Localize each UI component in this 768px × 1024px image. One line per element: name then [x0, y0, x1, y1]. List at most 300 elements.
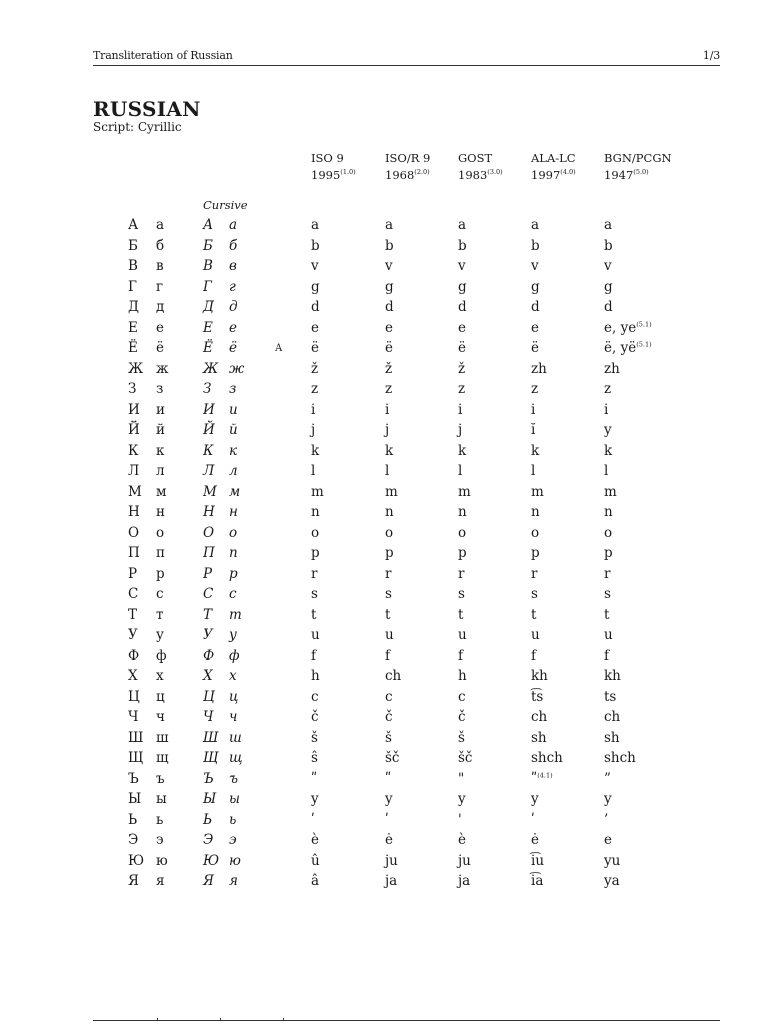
table-row	[0, 545, 768, 566]
cyrillic-upper	[128, 607, 137, 623]
isor9-value-text: n	[385, 504, 394, 520]
gost-value-text: j	[458, 422, 463, 438]
ala-lc-value-text: ė	[531, 832, 539, 848]
cyrillic-upper	[128, 812, 137, 828]
table-row	[0, 443, 768, 464]
bgn-pcgn-value-text: t	[604, 606, 610, 623]
bgn-pcgn-value	[604, 279, 613, 295]
cyrillic-upper	[128, 463, 139, 479]
isor9-value	[385, 627, 394, 643]
isor9-value	[385, 463, 389, 479]
cyrillic-upper-text: П	[128, 545, 140, 561]
cursive-upper-text: Р	[203, 565, 213, 582]
gost-value	[458, 586, 465, 602]
cursive-lower	[229, 689, 238, 705]
bgn-pcgn-value	[604, 402, 608, 418]
iso9-value-text: ʺ	[311, 770, 318, 787]
iso9-value	[311, 648, 316, 664]
isor9-value-text: c	[385, 688, 393, 705]
table-row	[0, 258, 768, 279]
gost-value-text: b	[458, 237, 467, 254]
gost-value	[458, 279, 467, 295]
iso9-value	[311, 853, 320, 869]
gost-value-text: r	[458, 565, 465, 582]
ala-lc-value	[531, 320, 539, 336]
cyrillic-upper-text: Т	[128, 606, 138, 623]
cursive-upper	[203, 832, 213, 848]
cursive-upper-text: Э	[203, 832, 214, 848]
isor9-value-text: t	[385, 606, 391, 623]
cyrillic-upper	[128, 627, 138, 643]
cursive-upper-text: Я	[203, 873, 214, 889]
cursive-upper	[203, 709, 213, 725]
cursive-upper-text: Г	[203, 278, 212, 295]
bgn-pcgn-value	[604, 340, 652, 356]
ala-lc-value	[531, 422, 535, 438]
cyrillic-upper-text: К	[128, 442, 139, 459]
ala-lc-value-text: u	[531, 627, 540, 643]
ala-lc-value-text: b	[531, 237, 540, 254]
table-row	[0, 689, 768, 710]
cursive-upper-text: Ъ	[203, 770, 214, 787]
gost-value	[458, 340, 466, 356]
cyrillic-upper	[128, 299, 139, 315]
isor9-value	[385, 525, 393, 541]
table-row	[0, 812, 768, 833]
gost-value-text: y	[458, 791, 466, 807]
isor9-value-text: ė	[385, 832, 393, 848]
gost-value-text: h	[458, 668, 467, 684]
bgn-pcgn-value-text: ya	[604, 873, 620, 889]
cyrillic-upper-text: Ъ	[128, 770, 139, 787]
cyrillic-upper	[128, 853, 144, 869]
gost-value	[458, 361, 465, 377]
cursive-upper	[203, 648, 214, 664]
isor9-value-text: u	[385, 627, 394, 643]
ala-lc-value	[531, 791, 539, 807]
cyrillic-upper	[128, 525, 139, 541]
gost-value	[458, 545, 467, 561]
footer-tick	[157, 1018, 158, 1021]
table-row	[0, 709, 768, 730]
iso9-value-text: k	[311, 442, 320, 459]
cursive-lower	[229, 791, 240, 807]
table-row	[0, 299, 768, 320]
cursive-upper-text: Т	[203, 606, 213, 623]
cyrillic-upper	[128, 586, 138, 602]
cyrillic-lower	[156, 320, 164, 336]
cyrillic-lower	[156, 607, 163, 623]
table-row	[0, 217, 768, 238]
bgn-pcgn-value	[604, 443, 612, 459]
bgn-pcgn-value	[604, 791, 612, 807]
ala-lc-value-text: m	[531, 483, 544, 500]
gost-value	[458, 320, 466, 336]
bgn-pcgn-value-text: p	[604, 545, 613, 561]
cursive-lower	[229, 750, 243, 766]
cyrillic-upper	[128, 730, 143, 746]
column-name: GOST	[458, 151, 493, 165]
cursive-upper	[203, 873, 214, 889]
gost-value-text: f	[458, 647, 463, 664]
cyrillic-upper-text: Э	[128, 832, 139, 848]
bgn-pcgn-value-text: ”	[604, 770, 611, 787]
bgn-pcgn-value	[604, 648, 609, 664]
extra-mark-text: A	[275, 343, 283, 354]
cyrillic-upper-text: Д	[128, 299, 139, 315]
cursive-upper-text: Ф	[203, 647, 215, 664]
isor9-value	[385, 238, 394, 254]
isor9-value	[385, 853, 398, 869]
iso9-value-text: û	[311, 852, 320, 869]
gost-value-text: è	[458, 832, 466, 848]
cyrillic-lower	[156, 217, 164, 233]
column-name: ISO 9	[311, 151, 344, 165]
column-note: (1.0)	[340, 168, 356, 176]
gost-value-text: k	[458, 442, 467, 459]
cursive-upper	[203, 545, 215, 561]
bgn-pcgn-value-text: y	[604, 791, 612, 807]
iso9-value	[311, 771, 317, 787]
bgn-pcgn-value	[604, 525, 612, 541]
cursive-upper	[203, 812, 212, 828]
cursive-upper-text: Ь	[203, 811, 213, 828]
gost-value-text: e	[458, 319, 466, 336]
isor9-value	[385, 607, 390, 623]
cursive-lower-text: в	[229, 258, 237, 274]
cursive-upper	[203, 853, 219, 869]
gost-value	[458, 238, 467, 254]
bgn-pcgn-value	[604, 258, 612, 274]
cyrillic-lower-text: и	[156, 401, 165, 418]
cyrillic-upper	[128, 361, 143, 377]
isor9-value	[385, 750, 400, 766]
cyrillic-lower-text: ь	[156, 811, 164, 828]
cursive-lower-text: а	[229, 217, 238, 233]
bgn-pcgn-value-text: yu	[604, 852, 621, 869]
table-row	[0, 320, 768, 341]
cursive-lower-text: о	[229, 524, 238, 541]
gost-value	[458, 217, 466, 233]
iso9-value-text: l	[311, 463, 316, 479]
cyrillic-upper-text: Я	[128, 873, 139, 889]
gost-value	[458, 607, 463, 623]
bgn-pcgn-value-text: g	[604, 278, 613, 295]
cyrillic-lower-text: к	[156, 442, 165, 459]
ala-lc-value	[531, 402, 535, 418]
cursive-upper	[203, 750, 218, 766]
cursive-upper-text: Б	[203, 237, 213, 254]
isor9-value-text: i	[385, 401, 390, 418]
bgn-pcgn-value	[604, 566, 610, 582]
bgn-pcgn-value	[604, 812, 608, 828]
table-row	[0, 668, 768, 689]
bgn-pcgn-value	[604, 627, 613, 643]
ala-lc-value-text: e	[531, 319, 539, 336]
table-row	[0, 648, 768, 669]
isor9-value-text: j	[385, 422, 390, 438]
gost-value-text: ja	[458, 873, 471, 889]
ala-lc-value-text: ch	[531, 709, 548, 725]
isor9-value	[385, 873, 397, 889]
cyrillic-lower-text: л	[156, 463, 165, 479]
ala-lc-value	[531, 730, 547, 746]
ala-lc-value	[531, 463, 535, 479]
gost-value-text: o	[458, 524, 467, 541]
isor9-value-text: r	[385, 565, 392, 582]
cyrillic-upper-text: Ь	[128, 811, 138, 828]
isor9-value	[385, 361, 392, 377]
cursive-upper-text: М	[203, 483, 217, 500]
ala-lc-value-text: v	[531, 258, 539, 274]
gost-value-text: p	[458, 545, 467, 561]
iso9-value	[311, 873, 319, 889]
cyrillic-upper-text: Н	[128, 504, 140, 520]
page-subtitle: Script: Cyrillic	[93, 120, 182, 134]
cyrillic-upper-text: Ё	[128, 340, 138, 356]
iso9-value-text: r	[311, 565, 318, 582]
cursive-lower-text: ь	[229, 811, 237, 828]
cyrillic-lower-text: ш	[156, 729, 169, 746]
ala-lc-value	[531, 689, 543, 705]
ala-lc-value-text: i͡a	[531, 873, 544, 889]
gost-value-text: č	[458, 709, 466, 725]
iso9-value-text: a	[311, 217, 320, 233]
ala-lc-value	[531, 607, 536, 623]
table-row	[0, 873, 768, 894]
iso9-value-text: n	[311, 504, 320, 520]
gost-value-text: u	[458, 627, 467, 643]
isor9-value	[385, 791, 393, 807]
column-year-wrap	[458, 165, 503, 182]
gost-value	[458, 812, 462, 828]
bgn-pcgn-value-text: ch	[604, 709, 621, 725]
iso9-value	[311, 607, 316, 623]
cyrillic-upper	[128, 545, 140, 561]
column-year: 1968	[385, 167, 415, 182]
cursive-lower	[229, 607, 242, 623]
gost-value	[458, 791, 466, 807]
cyrillic-lower	[156, 545, 165, 561]
cyrillic-lower	[156, 238, 164, 254]
cyrillic-upper-text: Ы	[128, 791, 142, 807]
cursive-lower-text: е	[229, 319, 237, 336]
cursive-lower	[229, 730, 242, 746]
cursive-upper	[203, 668, 213, 684]
bgn-pcgn-value-text: e, ye	[604, 319, 637, 336]
cyrillic-lower-text: я	[156, 873, 165, 889]
bgn-pcgn-value-text: zh	[604, 360, 620, 377]
cursive-upper	[203, 504, 215, 520]
cursive-lower-text: э	[229, 832, 237, 848]
bgn-pcgn-value-text: ’	[604, 811, 609, 828]
gost-value	[458, 402, 462, 418]
ala-lc-value-text: ʹ	[531, 811, 535, 828]
cursive-upper	[203, 525, 214, 541]
gost-value-text: ju	[458, 852, 471, 869]
iso9-value-text: z	[311, 381, 319, 397]
cyrillic-lower	[156, 422, 165, 438]
bgn-pcgn-value-text: f	[604, 647, 609, 664]
iso9-value-text: i	[311, 401, 316, 418]
isor9-value	[385, 381, 392, 397]
cyrillic-upper	[128, 791, 141, 807]
cyrillic-upper-text: З	[128, 381, 137, 397]
cursive-lower-text: ж	[229, 360, 245, 377]
page-title: RUSSIAN	[93, 97, 201, 121]
bgn-pcgn-value	[604, 730, 620, 746]
ala-lc-value-text: ĭ	[531, 422, 536, 438]
column-year-wrap	[531, 165, 576, 182]
iso9-value	[311, 566, 317, 582]
cyrillic-lower-text: с	[156, 586, 164, 602]
cursive-lower-text: д	[229, 299, 238, 315]
cyrillic-lower	[156, 730, 169, 746]
bgn-pcgn-value	[604, 484, 617, 500]
gost-value	[458, 484, 471, 500]
cyrillic-lower	[156, 402, 165, 418]
bgn-pcgn-value	[604, 586, 611, 602]
ala-lc-value-text: sh	[531, 729, 547, 746]
cursive-lower	[229, 812, 236, 828]
ala-lc-value	[531, 832, 539, 848]
isor9-value-text: y	[385, 791, 393, 807]
isor9-value-text: ch	[385, 668, 402, 684]
cyrillic-lower	[156, 709, 165, 725]
cyrillic-upper	[128, 668, 138, 684]
isor9-value	[385, 545, 394, 561]
iso9-value	[311, 381, 318, 397]
iso9-value-text: č	[311, 709, 319, 725]
cursive-upper	[203, 320, 213, 336]
cursive-upper-text: Д	[203, 299, 214, 315]
iso9-value	[311, 422, 315, 438]
bgn-pcgn-value	[604, 709, 620, 725]
iso9-value	[311, 586, 318, 602]
cyrillic-lower-text: ф	[156, 647, 167, 664]
cursive-label: Cursive	[203, 198, 248, 212]
bgn-pcgn-value-text: o	[604, 524, 613, 541]
isor9-value	[385, 566, 391, 582]
bgn-pcgn-value-text: v	[604, 258, 612, 274]
cyrillic-lower	[156, 258, 164, 274]
extra-mark	[275, 343, 282, 354]
ala-lc-value	[531, 443, 539, 459]
cyrillic-lower-text: ё	[156, 340, 164, 356]
table-row	[0, 340, 768, 361]
cursive-upper	[203, 217, 213, 233]
cyrillic-upper-text: Ж	[128, 360, 144, 377]
cyrillic-lower	[156, 668, 164, 684]
gost-value	[458, 709, 466, 725]
gost-value-text: i	[458, 401, 463, 418]
isor9-value-text: m	[385, 483, 398, 500]
bgn-pcgn-value-text: r	[604, 565, 611, 582]
cursive-upper-text: Е	[203, 319, 213, 336]
cyrillic-lower	[156, 279, 163, 295]
iso9-value-text: ž	[311, 360, 319, 377]
isor9-value	[385, 504, 394, 520]
iso9-value	[311, 627, 320, 643]
footer-tick	[283, 1018, 284, 1021]
cursive-lower	[229, 279, 236, 295]
isor9-value	[385, 422, 389, 438]
bgn-pcgn-value-text: a	[604, 217, 613, 233]
column-year: 1983	[458, 167, 488, 182]
cursive-lower	[229, 299, 238, 315]
iso9-value	[311, 484, 324, 500]
ala-lc-value	[531, 279, 540, 295]
iso9-value	[311, 258, 319, 274]
cursive-upper-text: Ч	[203, 709, 214, 725]
iso9-value	[311, 238, 320, 254]
isor9-value-text: a	[385, 217, 394, 233]
cyrillic-upper-text: Ф	[128, 647, 140, 664]
cursive-lower	[229, 340, 237, 356]
ala-lc-value	[531, 627, 540, 643]
cyrillic-lower	[156, 812, 163, 828]
gost-value-text: d	[458, 299, 467, 315]
cyrillic-lower	[156, 484, 167, 500]
bgn-pcgn-value	[604, 689, 616, 705]
isor9-value-text: f	[385, 647, 390, 664]
iso9-value	[311, 217, 319, 233]
iso9-value	[311, 832, 319, 848]
cyrillic-upper	[128, 402, 140, 418]
iso9-value	[311, 545, 320, 561]
isor9-value-text: ë	[385, 340, 393, 356]
bgn-pcgn-value	[604, 545, 613, 561]
cyrillic-upper-text: И	[128, 401, 140, 418]
bgn-pcgn-value	[604, 217, 612, 233]
ala-lc-value	[531, 648, 536, 664]
cyrillic-lower	[156, 525, 164, 541]
iso9-value	[311, 279, 320, 295]
cyrillic-lower	[156, 832, 164, 848]
cursive-upper-text: О	[203, 524, 215, 541]
table-row	[0, 463, 768, 484]
gost-value	[458, 627, 467, 643]
table-row	[0, 771, 768, 792]
ala-lc-value-text: r	[531, 565, 538, 582]
iso9-value-text: h	[311, 668, 320, 684]
cyrillic-lower-text: з	[156, 381, 164, 397]
cursive-upper	[203, 484, 217, 500]
bgn-pcgn-value-text: d	[604, 299, 613, 315]
iso9-value	[311, 668, 320, 684]
isor9-value-text: š	[385, 729, 392, 746]
cursive-upper-text: П	[203, 545, 215, 561]
gost-value	[458, 381, 465, 397]
gost-value-text: '	[458, 811, 462, 828]
column-year-wrap	[604, 165, 672, 182]
cursive-lower	[229, 873, 238, 889]
ala-lc-value-text: zh	[531, 360, 547, 377]
footnote-ref: (5.1)	[636, 320, 652, 328]
table-row	[0, 402, 768, 423]
cursive-lower-text: л	[229, 463, 238, 479]
cursive-upper-text: Х	[203, 668, 213, 684]
column-header-iso9	[311, 151, 356, 182]
cyrillic-upper	[128, 566, 137, 582]
cursive-upper-text: З	[203, 381, 212, 397]
gost-value-text: s	[458, 586, 465, 602]
cyrillic-lower-text: ч	[156, 709, 165, 725]
isor9-value-text: v	[385, 258, 393, 274]
isor9-value-text: ja	[385, 873, 398, 889]
bgn-pcgn-value	[604, 668, 621, 684]
footer-tick	[220, 1018, 221, 1021]
